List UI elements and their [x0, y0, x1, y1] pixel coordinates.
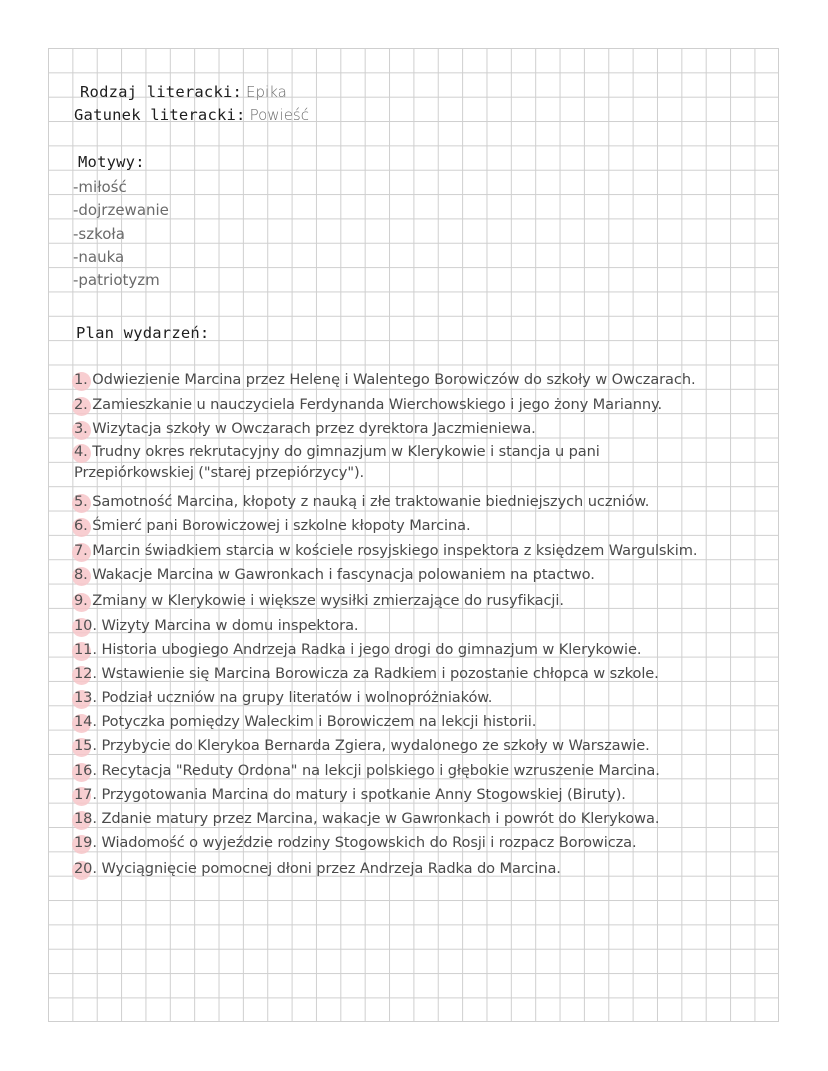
event-text: Przygotowania Marcina do matury i spotkanie Anny Stogowskiej (Biruty).: [96, 786, 626, 803]
event-text: Potyczka pomiędzy Waleckim i Borowiczem na lekcji historii.: [96, 713, 537, 730]
event-item: [74, 396, 662, 413]
event-text: Marcin świadkiem starcia w kościele rosyjskiego inspektora z księdzem Wargulskim.: [87, 542, 698, 559]
event-text: Trudny okres rekrutacyjny do gimnazjum w Klerykowie i stancja u pani: [87, 443, 600, 460]
event-text: Recytacja "Reduty Ordona" na lekcji polskiego i głębokie wzruszenie Marcina.: [96, 762, 660, 779]
event-item: [74, 566, 595, 583]
motif-item: -szkoła: [73, 225, 125, 243]
event-item: [74, 542, 697, 559]
event-number: 9.: [74, 592, 88, 609]
genre-value: Epika: [246, 83, 287, 101]
event-item: [74, 834, 637, 851]
event-number: 7.: [74, 542, 88, 559]
event-continuation: Przepiórkowskiej ("starej przepiórzycy").: [74, 464, 365, 481]
event-item: [74, 420, 536, 437]
event-item: [74, 665, 659, 682]
event-text: Śmierć pani Borowiczowej i szkolne kłopoty Marcina.: [87, 517, 471, 534]
plan-heading: Plan wydarzeń:: [76, 324, 210, 342]
event-number: 2.: [74, 396, 88, 413]
type-value: Powieść: [249, 106, 309, 124]
event-text: Wstawienie się Marcina Borowicza za Radkiem i pozostanie chłopca w szkole.: [96, 665, 659, 682]
event-text: Zdanie matury przez Marcina, wakacje w Gawronkach i powrót do Klerykowa.: [96, 810, 660, 827]
event-number: 4.: [74, 443, 88, 460]
event-item: [74, 641, 641, 658]
event-text: Zmiany w Klerykowie i większe wysiłki zmierzające do rusyfikacji.: [87, 592, 564, 609]
event-item: [74, 371, 696, 388]
event-number: 11.: [74, 641, 97, 658]
event-item: [74, 617, 358, 634]
event-item: [74, 810, 659, 827]
event-text: Przybycie do Klerykoa Bernarda Zgiera, wydalonego ze szkoły w Warszawie.: [96, 737, 650, 754]
event-text: Podział uczniów na grupy literatów i wolnopróżniaków.: [96, 689, 493, 706]
event-number: 18.: [74, 810, 97, 827]
event-item: [74, 860, 561, 877]
event-item: [74, 517, 471, 534]
event-number: 16.: [74, 762, 97, 779]
event-number: 8.: [74, 566, 88, 583]
event-text: Historia ubogiego Andrzeja Radka i jego drogi do gimnazjum w Klerykowie.: [96, 641, 642, 658]
event-number: 10.: [74, 617, 97, 634]
event-text: Wizytacja szkoły w Owczarach przez dyrektora Jaczmieniewa.: [87, 420, 536, 437]
event-item: [74, 689, 492, 706]
motif-item: -nauka: [73, 248, 125, 266]
event-text: Wiadomość o wyjeździe rodziny Stogowskich do Rosji i rozpacz Borowicza.: [96, 834, 637, 851]
type-label: Gatunek literacki:: [74, 106, 246, 124]
event-text: Wakacje Marcina w Gawronkach i fascynacja polowaniem na ptactwo.: [87, 566, 595, 583]
event-number: 15.: [74, 737, 97, 754]
genre-row: [80, 83, 287, 102]
motif-item: -patriotyzm: [73, 271, 160, 289]
motif-item: -miłość: [73, 178, 127, 196]
event-number: 20.: [74, 860, 97, 877]
event-number: 14.: [74, 713, 97, 730]
event-number: 19.: [74, 834, 97, 851]
event-item: [74, 762, 660, 779]
event-number: 5.: [74, 493, 88, 510]
motif-item: -dojrzewanie: [73, 201, 169, 219]
event-text: Wyciągnięcie pomocnej dłoni przez Andrzeja Radka do Marcina.: [96, 860, 561, 877]
event-item: [74, 493, 649, 510]
event-item: [74, 713, 536, 730]
genre-label: Rodzaj literacki:: [80, 83, 243, 101]
motifs-heading: Motywy:: [78, 153, 145, 171]
event-item: [74, 737, 650, 754]
event-text: Odwiezienie Marcina przez Helenę i Walentego Borowiczów do szkoły w Owczarach.: [87, 371, 696, 388]
event-item: [74, 592, 564, 609]
type-row: [74, 106, 309, 125]
event-item: [74, 443, 600, 460]
event-number: 17.: [74, 786, 97, 803]
event-number: 6.: [74, 517, 88, 534]
event-number: 12.: [74, 665, 97, 682]
event-number: 1.: [74, 371, 88, 388]
event-text: Wizyty Marcina w domu inspektora.: [96, 617, 359, 634]
event-number: 13.: [74, 689, 97, 706]
event-item: [74, 786, 626, 803]
event-text: Samotność Marcina, kłopoty z nauką i złe traktowanie biedniejszych uczniów.: [87, 493, 650, 510]
event-text: Zamieszkanie u nauczyciela Ferdynanda Wierchowskiego i jego żony Marianny.: [87, 396, 663, 413]
event-number: 3.: [74, 420, 88, 437]
